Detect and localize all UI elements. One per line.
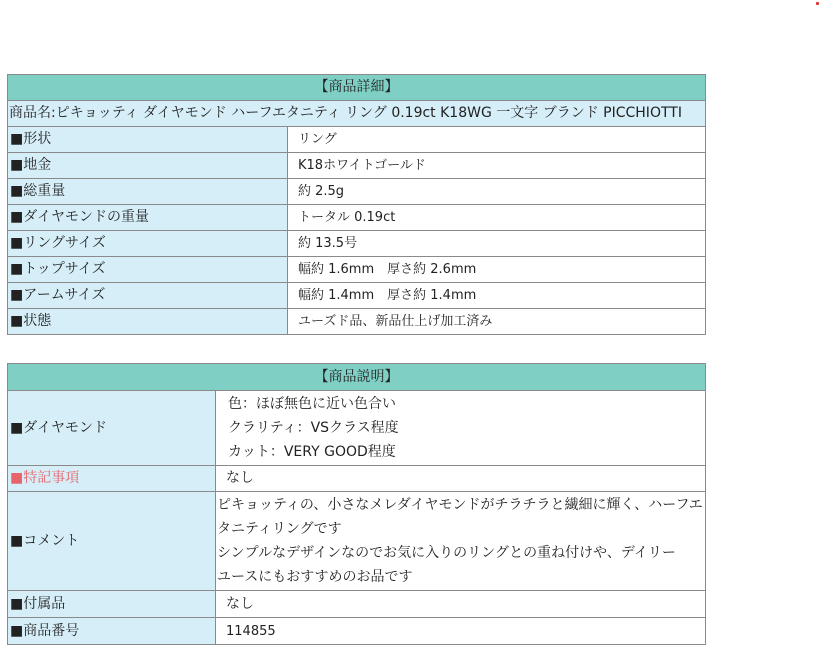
diamond-cut-line: カット：VERY GOOD程度 bbox=[228, 444, 396, 460]
table-row bbox=[8, 309, 706, 335]
table-row bbox=[8, 231, 706, 257]
description-table bbox=[7, 363, 706, 645]
table-row bbox=[8, 618, 706, 645]
table-row bbox=[8, 391, 706, 466]
description-header: 【商品説明】 bbox=[8, 364, 706, 391]
special-notes-label: ■特記事項 bbox=[8, 466, 216, 492]
diamond-details bbox=[216, 391, 706, 466]
diamond-color-line: 色：ほぼ無色に近い色合い bbox=[228, 396, 396, 412]
comment-label: ■コメント bbox=[8, 492, 216, 591]
table-row bbox=[8, 466, 706, 492]
product-name: 商品名:ピキョッティ ダイヤモンド ハーフエタニティ リング 0.19ct K18WG 一文字 ブランド PICCHIOTTI bbox=[8, 101, 706, 127]
top-size-label: ■トップサイズ bbox=[8, 257, 288, 283]
comment-line: ユースにもおすすめのお品です bbox=[217, 569, 413, 585]
red-dot-marker bbox=[816, 2, 819, 5]
item-number-label: ■商品番号 bbox=[8, 618, 216, 645]
arm-size-value: 幅約 1.4mm 厚さ約 1.4mm bbox=[288, 283, 706, 309]
comment-line: ピキョッティの、小さなメレダイヤモンドがチラチラと繊細に輝く、ハーフエ bbox=[217, 497, 703, 513]
table-row bbox=[8, 153, 706, 179]
top-size-value: 幅約 1.6mm 厚さ約 2.6mm bbox=[288, 257, 706, 283]
detail-header: 【商品詳細】 bbox=[8, 75, 706, 101]
condition-value: ユーズド品、新品仕上げ加工済み bbox=[288, 309, 706, 335]
table-row bbox=[8, 591, 706, 618]
accessories-label: ■付属品 bbox=[8, 591, 216, 618]
ring-size-label: ■リングサイズ bbox=[8, 231, 288, 257]
accessories-value: なし bbox=[216, 591, 706, 618]
comment-line: シンプルなデザインなのでお気に入りのリングとの重ね付けや、デイリー bbox=[217, 545, 676, 561]
shape-label: ■形状 bbox=[8, 127, 288, 153]
table-row bbox=[8, 205, 706, 231]
condition-label: ■状態 bbox=[8, 309, 288, 335]
total-weight-label: ■総重量 bbox=[8, 179, 288, 205]
diamond-clarity-line: クラリティ：VSクラス程度 bbox=[228, 420, 399, 436]
diamond-weight-label: ■ダイヤモンドの重量 bbox=[8, 205, 288, 231]
item-number-value: 114855 bbox=[216, 618, 706, 645]
shape-value: リング bbox=[288, 127, 706, 153]
table-row bbox=[8, 127, 706, 153]
diamond-label: ■ダイヤモンド bbox=[8, 391, 216, 466]
table-row bbox=[8, 283, 706, 309]
table-row bbox=[8, 179, 706, 205]
ring-size-value: 約 13.5号 bbox=[288, 231, 706, 257]
metal-label: ■地金 bbox=[8, 153, 288, 179]
detail-table bbox=[7, 74, 706, 335]
table-row bbox=[8, 257, 706, 283]
metal-value: K18ホワイトゴールド bbox=[288, 153, 706, 179]
comment-line: タニティリングです bbox=[217, 521, 342, 537]
diamond-weight-value: トータル 0.19ct bbox=[288, 205, 706, 231]
arm-size-label: ■アームサイズ bbox=[8, 283, 288, 309]
special-notes-value: なし bbox=[216, 466, 706, 492]
comment-text bbox=[216, 492, 706, 591]
total-weight-value: 約 2.5g bbox=[288, 179, 706, 205]
table-row bbox=[8, 492, 706, 591]
